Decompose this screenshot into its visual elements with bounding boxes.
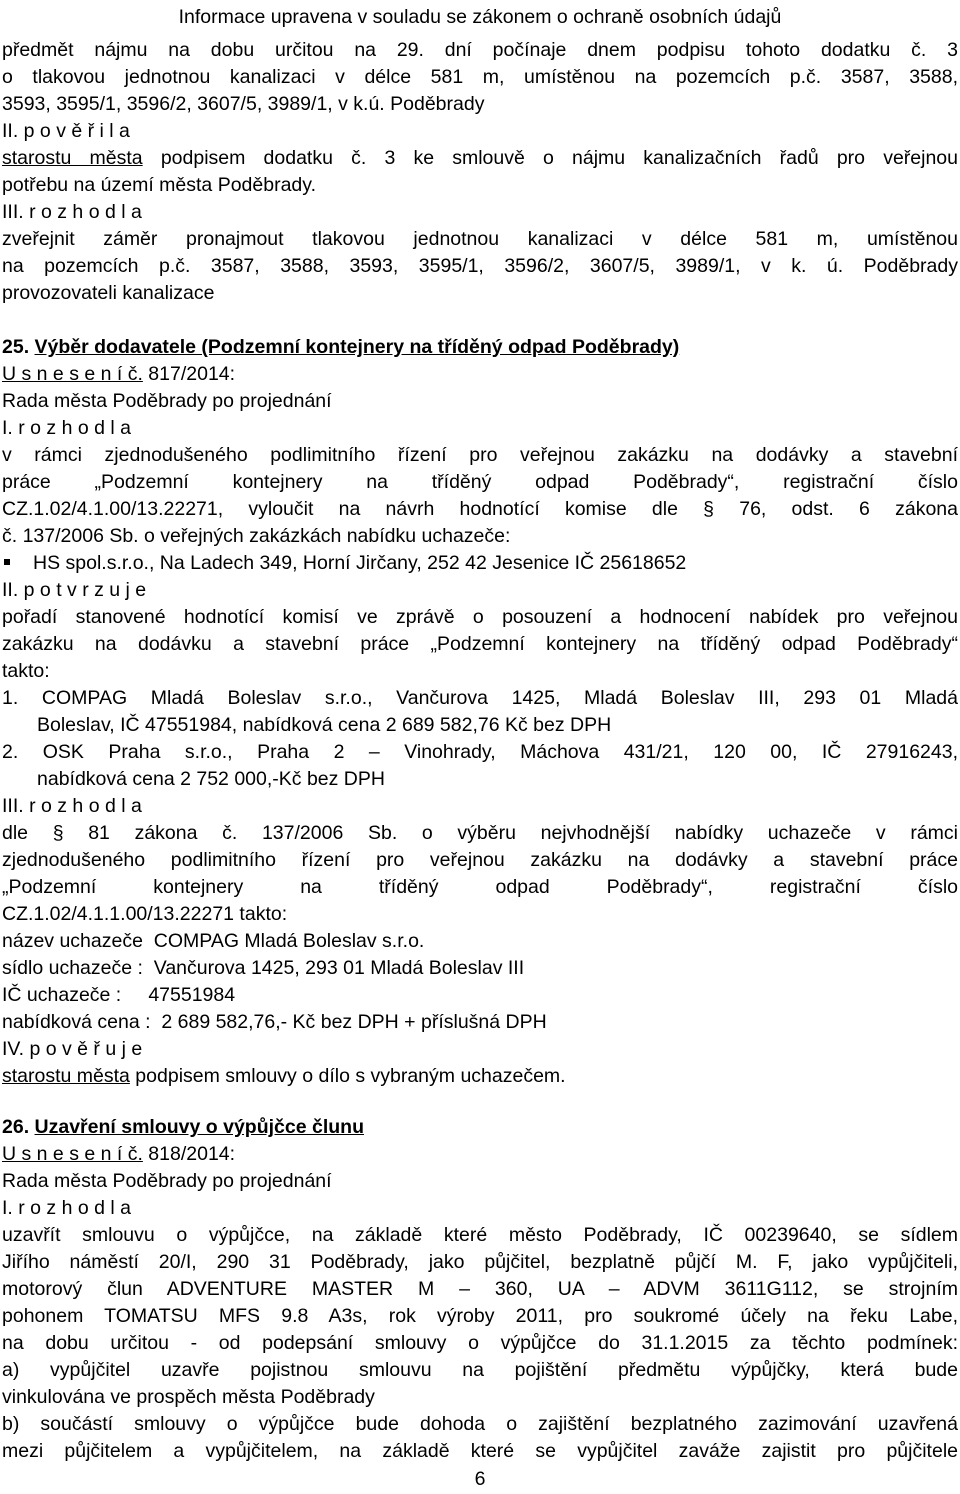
text-line: provozovateli kanalizace	[2, 282, 215, 304]
text-line: takto:	[2, 660, 50, 682]
item-title-text: Uzavření smlouvy o výpůjčce člunu	[34, 1116, 364, 1138]
item-number: 25.	[2, 336, 35, 358]
underlined-phrase: starostu města	[2, 1065, 130, 1087]
resolution-label: U s n e s e n í č.	[2, 363, 143, 385]
text-line: č. 137/2006 Sb. o veřejných zakázkách nabídku uchazeče:	[2, 525, 511, 547]
item-title-text: Výběr dodavatele (Podzemní kontejnery na tříděný odpad Poděbrady)	[34, 336, 680, 358]
text-line: 3593, 3595/1, 3596/2, 3607/5, 3989/1, v k.ú. Poděbrady	[2, 93, 485, 115]
text-line: motorový člun ADVENTURE MASTER M – 360, UA – ADVM 3611G112, se strojním	[2, 1278, 958, 1300]
text-line: mezi půjčitelem a vypůjčitelem, na základě které se vypůjčitel zaváže zajistit pro půjčitele	[2, 1440, 958, 1462]
text-line: vinkulována ve prospěch města Poděbrady	[2, 1386, 375, 1408]
text-span: podpisem smlouvy o dílo s vybraným uchazečem.	[129, 1065, 566, 1087]
resolution-label: U s n e s e n í č.	[2, 1143, 143, 1165]
section-heading: I. r o z h o d l a	[2, 1197, 131, 1219]
text-line: zjednodušeného podlimitního řízení pro veřejnou zakázku na dodávky a stavební práce	[2, 849, 958, 871]
section-heading: III. r o z h o d l a	[2, 795, 142, 817]
bullet-icon	[4, 559, 10, 565]
section-heading: II. p o v ě ř i l a	[2, 120, 130, 142]
page-number: 6	[474, 1468, 486, 1490]
resolution-number	[2, 361, 958, 388]
text-line: v rámci zjednodušeného podlimitního řízení pro veřejnou zakázku na dodávky a stavební	[2, 444, 958, 466]
text-line: pořadí stanovené hodnotící komisí ve zprávě o posouzení a hodnocení nabídek pro veřejnou	[2, 606, 958, 628]
text-line: nabídková cena 2 752 000,-Kč bez DPH	[37, 768, 385, 790]
resolution-id: 818/2014:	[142, 1143, 236, 1165]
text-line: Rada města Poděbrady po projednání	[2, 1170, 332, 1192]
text-line: sídlo uchazeče : Vančurova 1425, 293 01 Mladá Boleslav III	[2, 957, 525, 979]
text-line: CZ.1.02/4.1.00/13.22271, vyloučit na návrh hodnotící komise dle § 76, odst. 6 zákona	[2, 498, 958, 520]
item-title	[2, 1114, 958, 1141]
section-heading: II. p o t v r z u j e	[2, 579, 147, 601]
text-line: na pozemcích p.č. 3587, 3588, 3593, 3595/1, 3596/2, 3607/5, 3989/1, v k. ú. Poděbrady	[2, 255, 958, 277]
text-line: uzavřít smlouvu o výpůjčce, na základě které město Poděbrady, IČ 00239640, se sídlem	[2, 1224, 958, 1246]
item-number: 26.	[2, 1116, 35, 1138]
text-line: název uchazeče COMPAG Mladá Boleslav s.r.o.	[2, 930, 425, 952]
underlined-phrase: starostu města	[2, 147, 143, 169]
text-line	[2, 145, 958, 172]
resolution-number	[2, 1141, 958, 1168]
text-line: b) součástí smlouvy o výpůjčce bude dohoda o zajištění bezplatného zazimování uzavřená	[2, 1413, 958, 1435]
text-line: práce „Podzemní kontejnery na tříděný odpad Poděbrady“, registrační číslo	[2, 471, 958, 493]
text-line: o tlakovou jednotnou kanalizaci v délce 581 m, umístěnou na pozemcích p.č. 3587, 3588,	[2, 66, 958, 88]
text-line: předmět nájmu na dobu určitou na 29. dní počínaje dnem podpisu tohoto dodatku č. 3	[2, 39, 958, 61]
text-line: nabídková cena : 2 689 582,76,- Kč bez DPH + příslušná DPH	[2, 1011, 547, 1033]
bullet-item	[2, 550, 958, 577]
text-line: zakázku na dodávku a stavební práce „Podzemní kontejnery na tříděný odpad Poděbrady“	[2, 633, 958, 655]
text-line: dle § 81 zákona č. 137/2006 Sb. o výběru nejvhodnější nabídky uchazeče v rámci	[2, 822, 958, 844]
text-line: pohonem TOMATSU MFS 9.8 A3s, rok výroby 2011, pro soukromé účely na řeku Labe,	[2, 1305, 958, 1327]
text-line: IČ uchazeče : 47551984	[2, 984, 236, 1006]
text-line: „Podzemní kontejnery na tříděný odpad Poděbrady“, registrační číslo	[2, 876, 958, 898]
text-line: zveřejnit záměr pronajmout tlakovou jednotnou kanalizaci v délce 581 m, umístěnou	[2, 228, 958, 250]
text-line: a) vypůjčitel uzavře pojistnou smlouvu na pojištění předmětu výpůjčky, která bude	[2, 1359, 958, 1381]
resolution-id: 817/2014:	[142, 363, 236, 385]
list-item: 1. COMPAG Mladá Boleslav s.r.o., Vančurova 1425, Mladá Boleslav III, 293 01 Mladá	[2, 687, 958, 709]
section-heading: III. r o z h o d l a	[2, 201, 142, 223]
section-heading: IV. p o v ě ř u j e	[2, 1038, 143, 1060]
bullet-text: HS spol.s.r.o., Na Ladech 349, Horní Jirčany, 252 42 Jesenice IČ 25618652	[33, 552, 687, 574]
text-line: potřebu na území města Poděbrady.	[2, 174, 316, 196]
text-line	[2, 1063, 958, 1090]
item-title	[2, 334, 958, 361]
list-item: 2. OSK Praha s.r.o., Praha 2 – Vinohrady, Máchova 431/21, 120 00, IČ 27916243,	[2, 741, 958, 763]
text-line: Rada města Poděbrady po projednání	[2, 390, 332, 412]
text-line: na dobu určitou - od podepsání smlouvy o výpůjčce do 31.1.2015 za těchto podmínek:	[2, 1332, 958, 1354]
section-heading: I. r o z h o d l a	[2, 417, 131, 439]
text-span: podpisem dodatku č. 3 ke smlouvě o nájmu kanalizačních řadů pro veřejnou	[142, 147, 958, 169]
text-line: CZ.1.02/4.1.1.00/13.22271 takto:	[2, 903, 288, 925]
text-line: Boleslav, IČ 47551984, nabídková cena 2 689 582,76 Kč bez DPH	[37, 714, 612, 736]
text-line: Jiřího náměstí 20/I, 290 31 Poděbrady, jako půjčitel, bezplatně půjčí M. F, jako vypůjčiteli,	[2, 1251, 958, 1273]
privacy-header: Informace upravena v souladu se zákonem o ochraně osobních údajů	[178, 6, 782, 28]
